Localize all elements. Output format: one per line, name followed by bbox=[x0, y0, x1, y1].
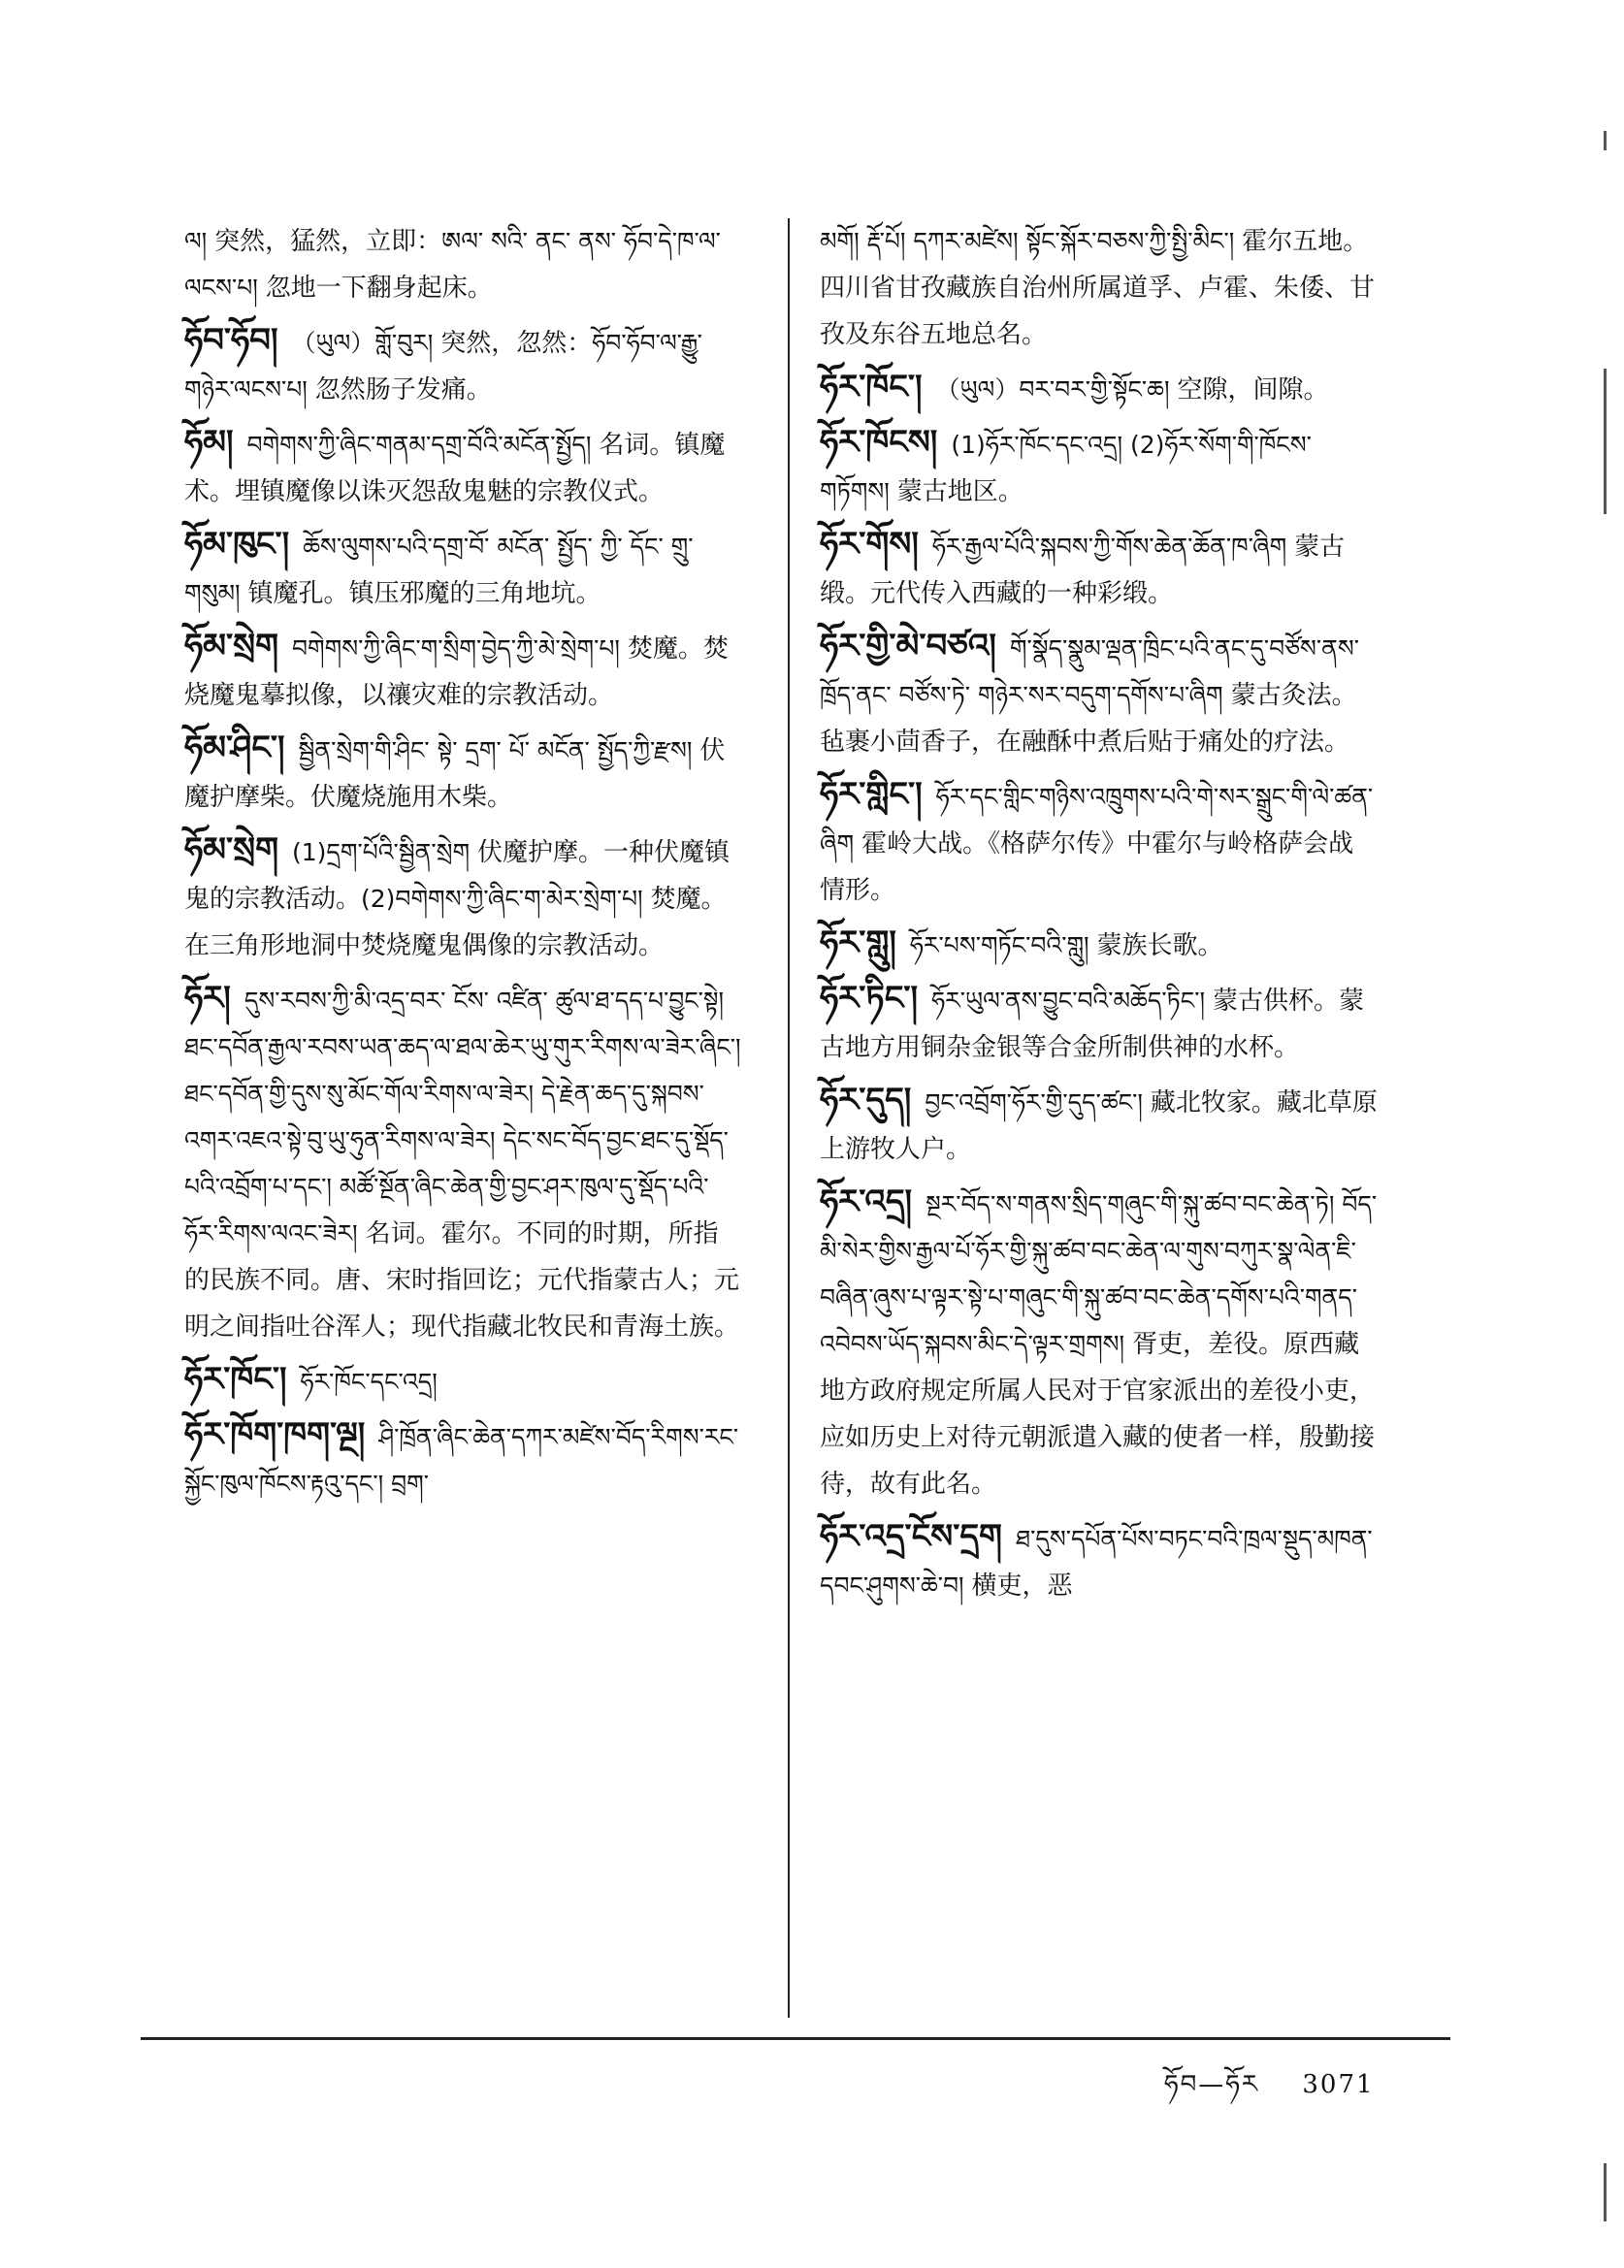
dictionary-entry bbox=[820, 1077, 1378, 1173]
entry-headword: ཧོར་ཏིང་། bbox=[820, 979, 919, 1018]
entry-headword: ཧོམ་སྲེག bbox=[184, 627, 279, 665]
entry-chinese-definition: 蒙古地区。 bbox=[896, 477, 1023, 506]
dictionary-entry bbox=[184, 1411, 742, 1507]
entry-headword: ཧོམ་སྲེག bbox=[184, 830, 279, 869]
entry-tibetan-definition: ཧོར་ཁོང་དང་འདྲ། bbox=[300, 1368, 438, 1396]
page-number: 3071 bbox=[1302, 2070, 1375, 2099]
entry-headword: ཧོམ་ཁུང་། bbox=[184, 525, 290, 564]
entry-tibetan-definition: ཧོར་ཡུལ་ནས་བྱུང་བའི་མཆོད་ཏིང་། bbox=[931, 987, 1213, 1015]
dictionary-entry bbox=[184, 521, 742, 617]
entry-chinese-definition: 名词。霍尔。不同的时期，所指的民族不同。唐、宋时指回讫；元代指蒙古人；元明之间指吐谷浑人；现代指藏北牧民和青海土族。 bbox=[184, 1219, 740, 1342]
entry-chinese-definition: 蒙古灸法。毡裹小茴香子，在融酥中煮后贴于痛处的疗法。 bbox=[820, 681, 1357, 757]
dictionary-entry bbox=[820, 364, 1378, 413]
page-footer bbox=[1164, 2057, 1375, 2127]
entry-headword: ཧོར་ཁོག་ཁག་ལྔ། bbox=[184, 1415, 366, 1454]
entry-tibetan-definition: (1)ཧོར་ཁོང་དང་འདྲ། (2)ཧོར་སོག་གི་ཁོངས་གཏོགས། bbox=[820, 431, 1312, 505]
dictionary-entry bbox=[820, 218, 1378, 358]
entry-chinese-definition: 横吏，恶 bbox=[971, 1571, 1073, 1601]
entry-chinese-definition: 霍岭大战。《格萨尔传》中霍尔与岭格萨会战情形。 bbox=[820, 829, 1354, 905]
dictionary-entry bbox=[820, 1513, 1378, 1609]
entry-tibetan-definition: （ཡུལ）བར་བར་གྱི་སྟོང་ཆ། bbox=[935, 375, 1178, 404]
entry-chinese-definition: 霍尔五地。四川省甘孜藏族自治州所属道孚、卢霍、朱倭、甘孜及东谷五地总名。 bbox=[820, 227, 1376, 349]
dictionary-entry bbox=[184, 623, 742, 719]
entry-tibetan-definition: ཐ་དུས་དཔོན་པོས་བཏང་བའི་ཁྲལ་སྡུད་མཁན་དབང་ཤུགས་ཆེ་བ། bbox=[820, 1525, 1373, 1600]
entry-headword: ཧོར་ཁོང་། bbox=[820, 368, 923, 406]
entry-tibetan-definition: ཆོས་ལུགས་པའི་དགྲ་བོ་ མངོན་ སྤྱོད་ ཀྱི་ དོང་ གྲུ་ གསུམ། bbox=[184, 533, 694, 607]
entry-headword: ཧོར་ཁོང་། bbox=[184, 1360, 287, 1399]
left-column bbox=[184, 218, 742, 1513]
entry-chinese-definition: 突然，猛然，立即： bbox=[214, 227, 442, 256]
entry-tibetan-definition: བགེགས་ཀྱི་ཞིང་ག་སྲིག་བྱེད་ཀྱི་མེ་སྲེག་པ། bbox=[292, 634, 628, 663]
dictionary-entry bbox=[184, 725, 742, 821]
dictionary-entry bbox=[184, 317, 742, 413]
dictionary-entry bbox=[820, 521, 1378, 617]
right-column bbox=[820, 218, 1378, 1615]
dictionary-entry bbox=[184, 1356, 742, 1406]
entry-tibetan-definition: ཧོར་དང་གླིང་གཉིས་འཁྲུགས་པའི་གེ་སར་སྒྲུང་གི་ལེ་ཚན་ཞིག bbox=[820, 783, 1374, 858]
dictionary-entry bbox=[820, 419, 1378, 515]
scan-margin-mark bbox=[1604, 2163, 1607, 2221]
entry-headword: ཧོར་འདྲ་ངོས་དྲག bbox=[820, 1517, 1002, 1556]
entry-chinese-definition: 焚魔。在三角形地洞中焚烧魔鬼偶像的宗教活动。 bbox=[184, 885, 727, 960]
entry-chinese-definition: 忽地一下翻身起床。 bbox=[265, 274, 493, 303]
entry-tibetan-definition: (2)བགེགས་ཀྱི་ཞིང་ག་མེར་སྲེག་པ། bbox=[361, 885, 651, 913]
entry-chinese-definition: 藏北牧家。藏北草原上游牧人户。 bbox=[820, 1088, 1378, 1164]
entry-headword: ཧོར་དུད། bbox=[820, 1081, 912, 1119]
entry-headword: ཧོར་གླིང་། bbox=[820, 775, 923, 814]
entry-tibetan-definition: ཤི་ཁྲོན་ཞིང་ཆེན་དཀར་མཛེས་བོད་རིགས་རང་སྐྱོང་ཁུལ་ཁོངས་རྟའུ་དང་། བྲག་ bbox=[184, 1423, 739, 1498]
entry-tibetan-definition: སྔར་བོད་ས་གནས་སྲིད་གཞུང་གི་སྐུ་ཚབ་བང་ཆེན་ཏེ། བོད་མི་སེར་གྱིས་རྒྱལ་པོ་ཧོར་གྱི་སྐུ་ཚབ་བང་ཆེན་ལ་གུས་བཀུར་སྣ་ལེན་ཇི་བཞིན་ཞུས་པ་ལྟར་སྟེ་པ་གཞུང་གི་སྐུ་ཚབ་བང་ཆེན་དགོས་པའི་གནད་འབེབས་ཡོད་སྐབས་མིང་དེ་ལྟར་གྲགས། bbox=[820, 1190, 1378, 1358]
entry-tibetan-definition: གོ་སྣོད་སྣུམ་ལྡན་ཁྲིང་པའི་ནང་དུ་བཙོས་ནས་ཁྲོད་ནང་ བཙོས་ཏེ་ གཉེར་སར་བདུག་དགོས་པ་ཞིག bbox=[820, 634, 1359, 709]
entry-headword: ཧོབ་ཧོབ། bbox=[184, 321, 278, 360]
entry-headword: ཧོར་གླུ། bbox=[820, 923, 896, 962]
entry-tibetan-definition: ཧོར་པས་གཏོང་བའི་གླུ། bbox=[909, 931, 1097, 959]
scan-margin-mark bbox=[1604, 131, 1607, 150]
dictionary-entry bbox=[184, 218, 742, 311]
dictionary-entry bbox=[184, 419, 742, 515]
dictionary-entry bbox=[184, 826, 742, 969]
entry-chinese-definition: 镇魔孔。镇压邪魔的三角地坑。 bbox=[247, 579, 601, 608]
entry-chinese-definition: 空隙，间隙。 bbox=[1177, 375, 1329, 405]
dictionary-entry bbox=[184, 975, 742, 1350]
entry-chinese-definition: 胥吏，差役。原西藏地方政府规定所属人民对于官家派出的差役小吏，应如历史上对待元朝派遣入藏的使者一样，殷勤接待，故有此名。 bbox=[820, 1330, 1376, 1499]
entry-chinese-definition: 突然，忽然： bbox=[440, 329, 593, 358]
scan-margin-mark bbox=[1604, 369, 1607, 514]
dictionary-entry bbox=[820, 771, 1378, 914]
entry-chinese-definition: 伏魔护摩。一种伏魔镇鬼的宗教活动。 bbox=[184, 838, 731, 914]
entry-tibetan-definition: དུས་རབས་ཀྱི་མི་འདྲ་བར་ ངོས་ འཛིན་ ཚུལ་ཐ་དད་པ་བྱུང་སྟེ། ཐང་དབོན་རྒྱལ་རབས་ཡན་ཆད་ལ་ཐལ་ཆེར་ཡུ་གུར་རིགས་ལ་ཟེར་ཞིང་། ཐང་དབོན་གྱི་དུས་སུ་མོང་གོལ་རིགས་ལ་ཟེར། དེ་རྗེན་ཆད་དུ་སྐབས་འགར་འཇའ་སྟེ་བུ་ཡུ་ཧུན་རིགས་ལ་ཟེར། དེང་སང་བོད་བྱང་ཐང་དུ་སྡོད་པའི་འབྲོག་པ་དང་། མཚོ་སྔོན་ཞིང་ཆེན་གྱི་བྱང་ཤར་ཁུལ་དུ་སྡོད་པའི་ཧོར་རིགས་ལའང་ཟེར། bbox=[184, 987, 741, 1247]
entry-headword: ཧོར་ཁོངས། bbox=[820, 423, 938, 462]
entry-tibetan-definition: བགེགས་ཀྱི་ཞིང་གནམ་དགྲ་བོའི་མངོན་སྤྱོད། bbox=[246, 431, 600, 459]
dictionary-entry bbox=[820, 920, 1378, 969]
entry-headword: ཧོར་གྱི་མེ་བཙའ། bbox=[820, 627, 996, 665]
entry-chinese-definition: 蒙族长歌。 bbox=[1096, 931, 1223, 960]
entry-tibetan-definition: མགོ། རྡོ་པོ། དཀར་མཛེས། སྟོང་སྐོར་བཅས་ཀྱི་སྤྱི་མིང་། bbox=[820, 227, 1243, 255]
dictionary-entry bbox=[820, 1179, 1378, 1507]
entry-tibetan-definition: བྱང་འབྲོག་ཧོར་གྱི་དུད་ཚང་། bbox=[925, 1088, 1151, 1117]
entry-tibetan-definition: （ཡུལ）གློ་བུར། bbox=[291, 329, 441, 357]
entry-tibetan-definition: ཧོབ་ཧོབ་ལ་རྒྱུ་གཉེར་ལངས་པ། bbox=[184, 329, 702, 404]
entry-headword: ཧོམ་ཤིང་། bbox=[184, 729, 285, 767]
dictionary-entry bbox=[820, 623, 1378, 765]
entry-chinese-definition: 蒙古供杯。蒙古地方用铜杂金银等合金所制供神的水杯。 bbox=[820, 987, 1364, 1062]
dictionary-entry bbox=[820, 975, 1378, 1071]
entry-tibetan-definition: ཧོར་རྒྱལ་པོའི་སྐབས་ཀྱི་གོས་ཆེན་ཆོན་ཁ་ཞིག bbox=[931, 533, 1295, 561]
column-divider bbox=[788, 218, 790, 2018]
entry-headword: ཧོར་གོས། bbox=[820, 525, 919, 564]
entry-tibetan-definition: ཨལ་ སའི་ ནང་ ནས་ ཧོབ་དེ་ཁ་ལ་ལངས་པ། bbox=[184, 227, 721, 302]
headword-range: ཧོབ—ཧོར bbox=[1164, 2070, 1260, 2099]
footer-rule bbox=[141, 2037, 1450, 2040]
entry-chinese-definition: 忽然肠子发痛。 bbox=[314, 375, 492, 405]
entry-tibetan-definition: ལ། bbox=[184, 227, 215, 255]
entry-chinese-definition: 伏魔护摩柴。伏魔烧施用木柴。 bbox=[184, 736, 726, 812]
entry-headword: ཧོམ། bbox=[184, 423, 234, 462]
entry-chinese-definition: 名词。镇魔术。埋镇魔像以诛灭怨敌鬼魅的宗教仪式。 bbox=[184, 431, 726, 506]
entry-chinese-definition: 焚魔。焚烧魔鬼摹拟像，以禳灾难的宗教活动。 bbox=[184, 634, 729, 710]
entry-headword: ཧོར་འདྲ། bbox=[820, 1183, 913, 1221]
entry-tibetan-definition: སྦྱིན་སྲེག་གི་ཤིང་ སྟེ་ དྲག་ པོ་ མངོན་ སྤྱོད་ཀྱི་རྫས། bbox=[298, 736, 700, 764]
entry-chinese-definition: 蒙古缎。元代传入西藏的一种彩缎。 bbox=[820, 533, 1346, 608]
entry-headword: ཧོར། bbox=[184, 979, 231, 1018]
entry-tibetan-definition: (1)དྲག་པོའི་སྦྱིན་སྲེག bbox=[292, 838, 478, 866]
